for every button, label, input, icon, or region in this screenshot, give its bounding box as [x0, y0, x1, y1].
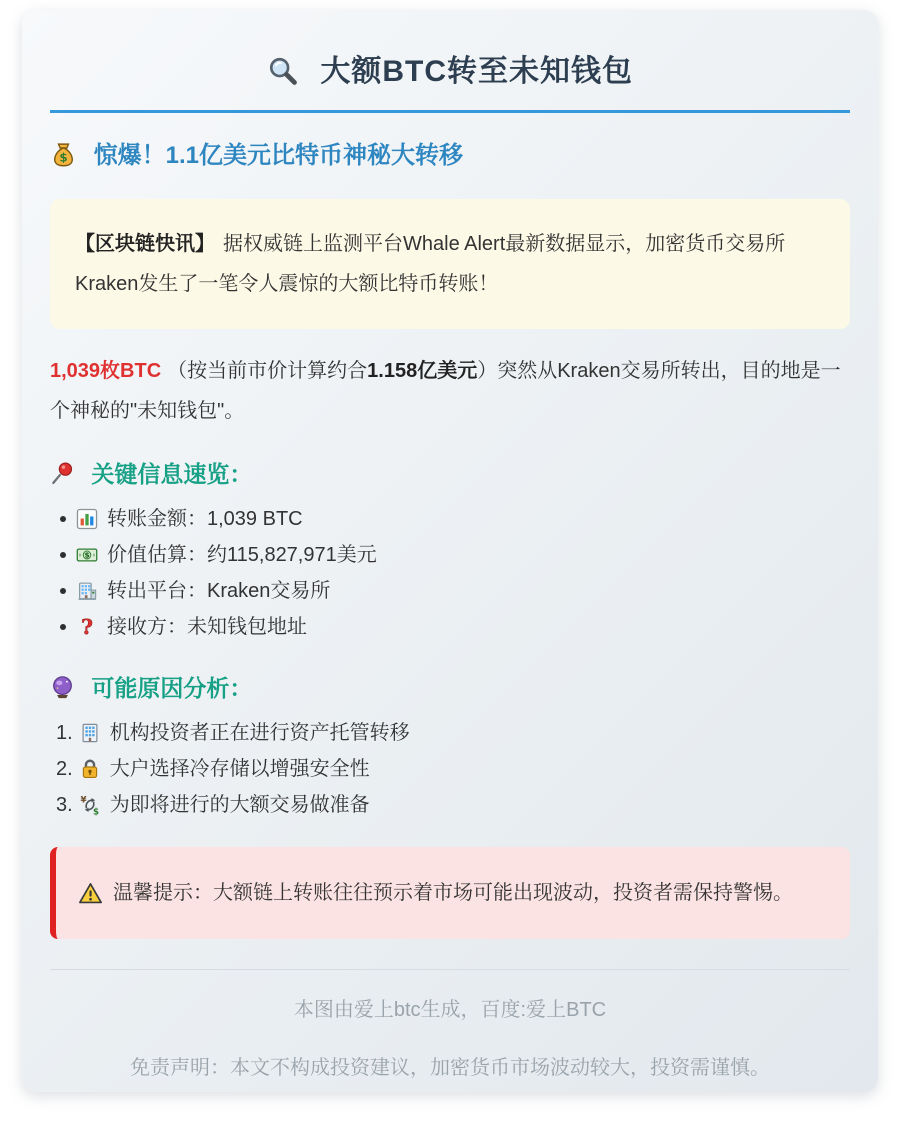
key-facts-heading-text: 关键信息速览： [91, 461, 253, 487]
news-flash-body: 据权威链上监测平台Whale Alert最新数据显示，加密货币交易所Kraken发生了一笔令人震惊的大额比特币转账！ [75, 233, 786, 295]
news-flash-box [50, 199, 850, 329]
crystal-ball-icon [50, 675, 75, 700]
bullet-dot [60, 588, 66, 594]
list-number: 3. [56, 794, 73, 816]
fact-text: 转账金额：1,039 BTC [107, 508, 303, 530]
reasons-heading [50, 673, 850, 703]
bar-chart-icon [76, 508, 98, 530]
lead-rest: ）突然从Kraken交易所转出，目的地是一个神秘的"未知钱包"。 [50, 360, 841, 422]
bullet-dot [60, 624, 66, 630]
page-title [50, 52, 850, 113]
bank-icon [76, 580, 98, 602]
bullet-dot [60, 552, 66, 558]
question-mark-icon [76, 616, 98, 638]
reason-text: 机构投资者正在进行资产托管转移 [109, 722, 410, 744]
list-item [50, 751, 850, 787]
page-title-text: 大额BTC转至未知钱包 [320, 55, 633, 88]
money-bag-icon [50, 141, 77, 168]
headline-text: 惊爆！1.1亿美元比特币神秘大转移 [93, 142, 464, 169]
warning-box [50, 847, 850, 939]
list-item [50, 787, 850, 823]
lead-mid: （按当前市价计算约合 [167, 360, 368, 382]
list-item [50, 537, 850, 573]
news-flash-tag: 【区块链快讯】 [75, 233, 215, 255]
bullet-dot [60, 516, 66, 522]
lead-paragraph [50, 351, 850, 431]
list-item [50, 609, 850, 645]
list-number: 2. [56, 758, 73, 780]
reasons-list [50, 715, 850, 823]
fact-text: 接收方：未知钱包地址 [107, 616, 307, 638]
footer-divider [50, 969, 850, 970]
list-number: 1. [56, 722, 73, 744]
svg-text:$: $ [84, 550, 90, 560]
warning-icon [78, 881, 103, 906]
article-card [22, 10, 878, 1092]
reasons-heading-text: 可能原因分析： [91, 675, 253, 701]
warning-text: 温馨提示：大额链上转账往往预示着市场可能出现波动，投资者需保持警惕。 [113, 882, 793, 904]
usd-amount: 1.158亿美元 [367, 360, 478, 382]
search-icon [267, 55, 299, 87]
lock-icon [79, 758, 101, 780]
headline [50, 139, 850, 173]
reason-text: 为即将进行的大额交易做准备 [109, 794, 370, 816]
fact-text: 转出平台：Kraken交易所 [107, 580, 331, 602]
btc-amount: 1,039枚BTC [50, 360, 162, 382]
svg-text:$: $ [92, 807, 99, 816]
list-item [50, 715, 850, 751]
credit-line: 本图由爱上btc生成，百度:爱上BTC [293, 999, 607, 1021]
disclaimer-line: 免责声明：本文不构成投资建议，加密货币市场波动较大，投资需谨慎。 [130, 1057, 770, 1079]
svg-text:?: ? [81, 616, 93, 638]
fact-text: 价值估算：约115,827,971美元 [107, 544, 377, 566]
reason-text: 大户选择冷存储以增强安全性 [109, 758, 370, 780]
footer [50, 996, 850, 1082]
list-item [50, 501, 850, 537]
key-facts-heading [50, 459, 850, 489]
svg-text:¥: ¥ [80, 795, 87, 806]
list-item [50, 573, 850, 609]
key-facts-list [50, 501, 850, 645]
currency-exchange-icon [79, 794, 101, 816]
office-building-icon [79, 722, 101, 744]
svg-text:$: $ [59, 150, 68, 165]
pushpin-icon [50, 461, 75, 486]
dollar-banknote-icon [76, 544, 98, 566]
